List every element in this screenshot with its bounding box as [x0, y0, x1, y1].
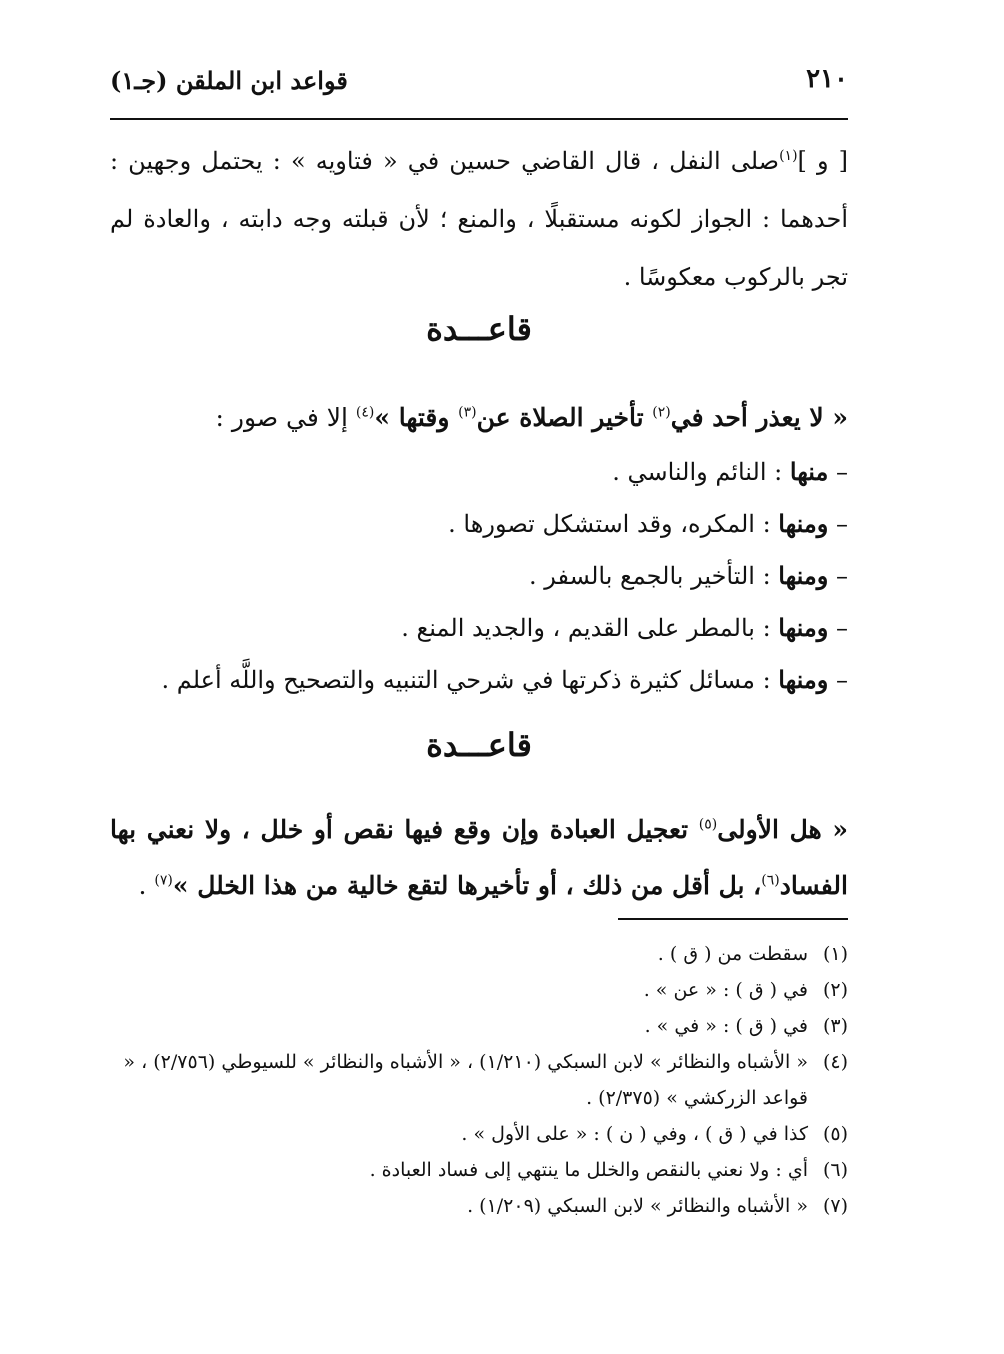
list-item: [110, 498, 848, 550]
footnote-number: (٥): [822, 1123, 848, 1145]
list-dash: –: [828, 614, 848, 642]
footnote-divider: [618, 918, 848, 920]
list-item: [110, 602, 848, 654]
page-number: ٢١٠: [806, 64, 848, 94]
list-item-text: : مسائل كثيرة ذكرتها في شرحي التنبيه والتصحيح واللَّه أعلم .: [161, 666, 779, 694]
rule-heading-1: قاعـــدة: [426, 310, 532, 348]
footnote-text: « الأشباه والنظائر » لابن السبكي (١/٢١٠) ، « الأشباه والنظائر » للسيوطي (٢/٧٥٦) ، « قواعد الزركشي » (٢/٣٧٥) .: [123, 1051, 808, 1109]
footnote: [110, 1188, 848, 1224]
footnote-ref-4[interactable]: (٤): [355, 404, 375, 421]
list-item-label: ومنها: [778, 613, 829, 642]
footnote-number: (١): [822, 943, 848, 965]
list-dash: –: [828, 666, 848, 694]
rule-1-part-3: وقتها »: [374, 403, 459, 432]
footnote-number: (٤): [822, 1051, 848, 1073]
footnote-number: (٧): [822, 1195, 848, 1217]
footnote-number: (٦): [822, 1159, 848, 1181]
rule-statement-2: [110, 802, 848, 914]
list-item: [110, 550, 848, 602]
footnote: [110, 1152, 848, 1188]
footnote: [110, 1116, 848, 1152]
running-header: [110, 62, 848, 110]
rule-1-part-1: « لا يعذر أحد في: [670, 403, 848, 432]
footnotes: [110, 936, 848, 1224]
rule-heading-2: قاعـــدة: [426, 726, 532, 764]
footnote: [110, 936, 848, 972]
list-dash: –: [828, 510, 848, 538]
list-item-text: : المكره، وقد استشكل تصورها .: [448, 510, 779, 538]
list-item-text: : التأخير بالجمع بالسفر .: [529, 562, 779, 590]
footnote-number: (٣): [822, 1015, 848, 1037]
footnote-ref-1[interactable]: (١): [779, 148, 798, 164]
list-item: [110, 654, 848, 706]
footnote-ref-7[interactable]: (٧): [154, 872, 173, 889]
footnote-text: أي : ولا نعني بالنقص والخلل ما ينتهي إلى فساد العبادة .: [369, 1159, 808, 1181]
list-dash: –: [828, 562, 848, 590]
list-item-text: : النائم والناسي .: [612, 458, 790, 486]
footnote: [110, 972, 848, 1008]
footnote-ref-3[interactable]: (٣): [458, 404, 477, 421]
rule-statement-1: [110, 392, 848, 444]
list-item: [110, 446, 848, 498]
footnote-text: سقطت من ( ق ) .: [657, 943, 808, 965]
list-dash: –: [828, 458, 848, 486]
list-item-text: : بالمطر على القديم ، والجديد المنع .: [401, 614, 779, 642]
list-item-label: ومنها: [778, 561, 829, 590]
rule-2-part-3: ، بل أقل من ذلك ، أو تأخيرها لتقع خالية من هذا الخلل »: [172, 871, 762, 900]
list-item-label: ومنها: [778, 509, 829, 538]
footnote-ref-5[interactable]: (٥): [698, 816, 718, 833]
rule-2-part-1: « هل الأولى: [717, 815, 848, 844]
list-item-label: منها: [789, 457, 829, 486]
examples-list: [110, 446, 848, 706]
footnote-text: في ( ق ) : « في » .: [644, 1015, 808, 1037]
header-divider: [110, 118, 848, 120]
rule-1-tail: إلا في صور :: [215, 403, 356, 432]
footnote-text: كذا في ( ق ) ، وفي ( ن ) : « على الأول » .: [461, 1123, 808, 1145]
footnote: [110, 1044, 848, 1116]
paragraph-lead: [ و ]: [797, 147, 849, 175]
rule-2-tail: .: [138, 871, 155, 900]
footnote-number: (٢): [822, 979, 848, 1001]
footnote-ref-6[interactable]: (٦): [761, 872, 780, 889]
footnote-text: في ( ق ) : « عن » .: [643, 979, 808, 1001]
rule-1-part-2: تأخير الصلاة عن: [476, 403, 653, 432]
rule-2-part-2: تعجيل العبادة وإن وقع فيها نقص أو خلل ، ولا نعني بها الفساد: [110, 815, 848, 900]
book-title: قواعد ابن الملقن (جـ١): [110, 66, 348, 95]
continued-paragraph: [110, 132, 848, 306]
list-item-label: ومنها: [778, 665, 829, 694]
footnote-text: « الأشباه والنظائر » لابن السبكي (١/٢٠٩) .: [467, 1195, 808, 1217]
footnote-ref-2[interactable]: (٢): [652, 404, 671, 421]
footnote: [110, 1008, 848, 1044]
paragraph-text: صلى النفل ، قال القاضي حسين في « فتاويه » : يحتمل وجهين : أحدهما : الجواز لكونه مستقبلًا ، والمنع ؛ لأن قبلته وجه دابته ، والعادة لم تجر بالركوب معكوسًا .: [110, 147, 849, 291]
